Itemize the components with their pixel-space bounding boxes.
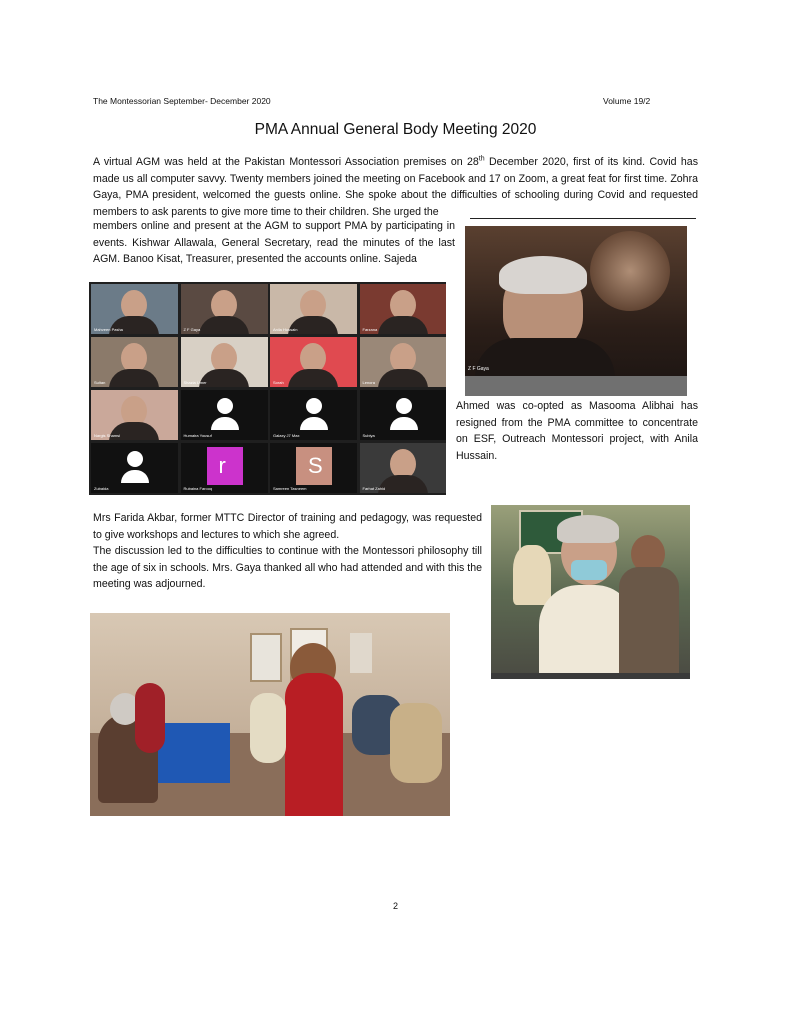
header-volume: Volume 19/2 [603, 96, 651, 106]
participant-name: Samreen Tasneem [273, 486, 307, 491]
zohra-gaya-photo [465, 226, 687, 396]
meeting-room-photo [90, 613, 450, 816]
participant-name: Humaira Yousuf [183, 433, 212, 438]
participant-name: Z F Gaya [183, 327, 201, 332]
bottom-paragraph: Mrs Farida Akbar, former MTTC Director of training and pedagogy, was requested to give workshops and lectures to which she agreed. The discussion led to the difficulties to continue with the Montessori philosophy till the age of six in schools. Mrs. Gaya thanked all who had attended and with this the meeting was adjourned. [93, 512, 482, 591]
participant-name: Shazia Umer [183, 380, 207, 385]
avatar-body-icon [390, 417, 418, 430]
intro-paragraph: A virtual AGM was held at the Pakistan Montessori Association premises on 28th December 2020, first of its kind. Covid has made us all computer savvy. Twenty members joined the meeting on Facebook and 17 on Zoom, a great feat for first time. Zohra Gaya, PMA president, welcomed the guests online. She spoke about the difficulties of schooling during Covid and requested members to ask parents to give more time to their children. She urged the [93, 155, 698, 218]
avatar-head-icon [217, 398, 233, 414]
zoom-participant-tile [91, 443, 178, 493]
underline-rule [470, 218, 696, 219]
zoom-participant-tile [360, 284, 447, 334]
participant-name: Zubaida [94, 486, 109, 491]
zoom-participant-tile [91, 390, 178, 440]
avatar-head-icon [306, 398, 322, 414]
seated-participants-photo [491, 505, 690, 679]
avatar-body-icon [300, 417, 328, 430]
participant-name: Galaxy J7 Max [273, 433, 300, 438]
zoom-participant-tile [270, 284, 357, 334]
avatar-head-icon [396, 398, 412, 414]
zoom-meeting-photo [89, 282, 446, 495]
gaya-name-tag: Z F Gaya [468, 366, 489, 372]
participant-name: Subiya [362, 433, 375, 438]
zoom-participant-tile [181, 390, 268, 440]
participant-torso [109, 369, 159, 387]
article-title: PMA Annual General Body Meeting 2020 [254, 121, 537, 138]
participant-name: Sorah [273, 380, 284, 385]
participant-name: Anila Hussain [273, 327, 298, 332]
participant-name: Farzana [362, 327, 378, 332]
avatar-head-icon [127, 451, 143, 467]
zoom-participant-tile [181, 443, 268, 493]
participant-name: Mahveen Pasha [94, 327, 123, 332]
letter-avatar-text: S [308, 453, 323, 478]
participant-torso [288, 369, 338, 387]
zoom-participant-tile [181, 337, 268, 387]
header-publication: The Montessorian September- December 2020 [93, 96, 271, 106]
zoom-participant-tile [360, 390, 447, 440]
zoom-participant-tile [360, 443, 447, 493]
participant-torso [199, 316, 249, 334]
zoom-participant-tile [270, 443, 357, 493]
participant-name: Lenora [362, 380, 375, 385]
participant-torso [378, 316, 428, 334]
letter-avatar-text: r [218, 453, 226, 478]
participant-name: Farhat Zahid [362, 486, 386, 491]
zoom-participant-tile [270, 390, 357, 440]
avatar-body-icon [211, 417, 239, 430]
participant-torso [378, 369, 428, 387]
zoom-participant-tile [360, 337, 447, 387]
participant-name: Nargis Shamsi [94, 433, 121, 438]
page-number: 2 [392, 901, 398, 911]
zoom-participant-tile [181, 284, 268, 334]
left-column-paragraph: members online and present at the AGM to support PMA by participating in events. Kishwar Allawala, General Secretary, read the minutes of the last AGM. Banoo Kisat, Treasurer, presented the accounts online. Sajeda [93, 220, 455, 266]
participant-name: Rubaina Farooq [183, 486, 213, 491]
zoom-participant-tile [91, 337, 178, 387]
right-column-paragraph: Ahmed was co-opted as Masooma Alibhai has resigned from the PMA committee to concentrate on ESF, Outreach Montessori project, with Anila Hussain. [456, 400, 698, 462]
zoom-participant-tile [91, 284, 178, 334]
avatar-body-icon [121, 470, 149, 483]
zoom-participant-tile [270, 337, 357, 387]
participant-name: Sultan [94, 380, 106, 385]
